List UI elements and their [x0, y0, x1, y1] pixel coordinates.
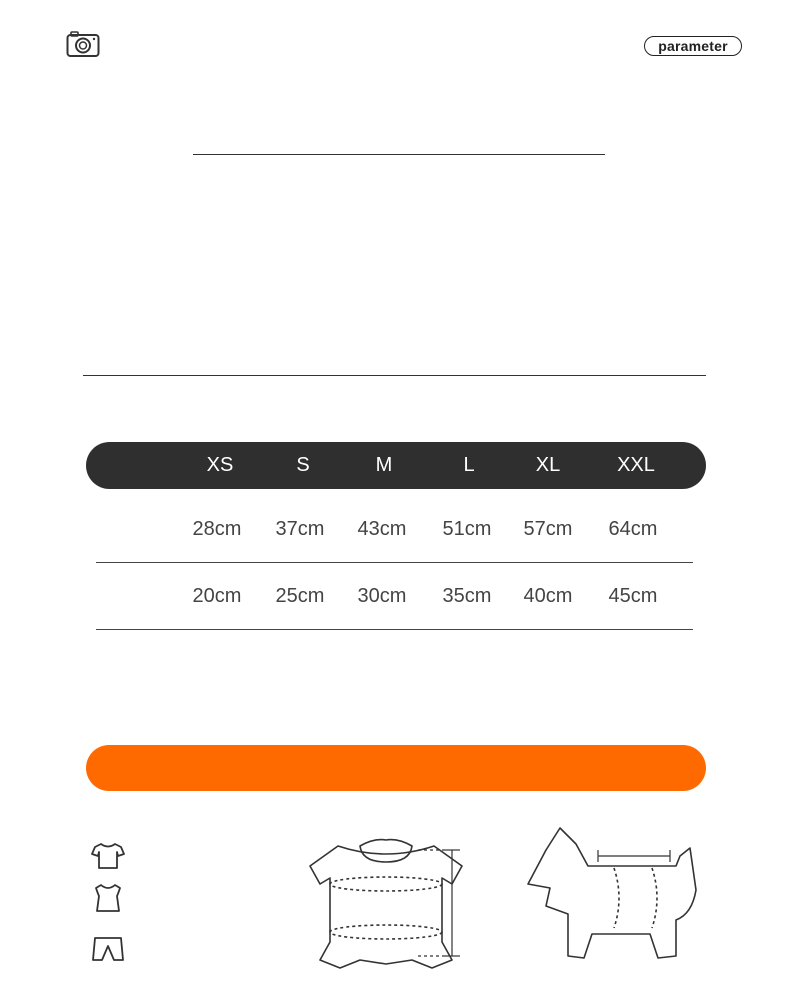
- row-divider: [96, 629, 693, 630]
- cell-value: 35cm: [442, 585, 492, 607]
- parameter-badge: parameter: [644, 36, 742, 56]
- cell-value: 45cm: [608, 585, 658, 607]
- cell-value: 25cm: [275, 585, 325, 607]
- cell-value: 30cm: [357, 585, 407, 607]
- divider-short: [193, 154, 605, 155]
- size-m: M: [375, 454, 393, 476]
- shirt-diagram: [300, 832, 472, 974]
- cell-value: 20cm: [192, 585, 242, 607]
- cell-value: 37cm: [275, 518, 325, 540]
- pants-icon: [88, 932, 128, 968]
- size-header-bar: [86, 442, 706, 489]
- accent-bar: [86, 745, 706, 791]
- divider-long: [83, 375, 706, 376]
- cell-value: 64cm: [608, 518, 658, 540]
- size-xxl: XXL: [617, 454, 655, 476]
- cell-value: 57cm: [523, 518, 573, 540]
- size-xs: XS: [206, 454, 234, 476]
- tshirt-icon: [88, 838, 128, 874]
- cell-value: 40cm: [523, 585, 573, 607]
- vest-icon: [88, 880, 128, 916]
- dog-diagram: [520, 822, 706, 970]
- row-divider: [96, 562, 693, 563]
- size-xl: XL: [535, 454, 561, 476]
- size-l: L: [463, 454, 475, 476]
- cell-value: 28cm: [192, 518, 242, 540]
- camera-icon: [66, 30, 100, 58]
- cell-value: 51cm: [442, 518, 492, 540]
- cell-value: 43cm: [357, 518, 407, 540]
- size-s: S: [296, 454, 310, 476]
